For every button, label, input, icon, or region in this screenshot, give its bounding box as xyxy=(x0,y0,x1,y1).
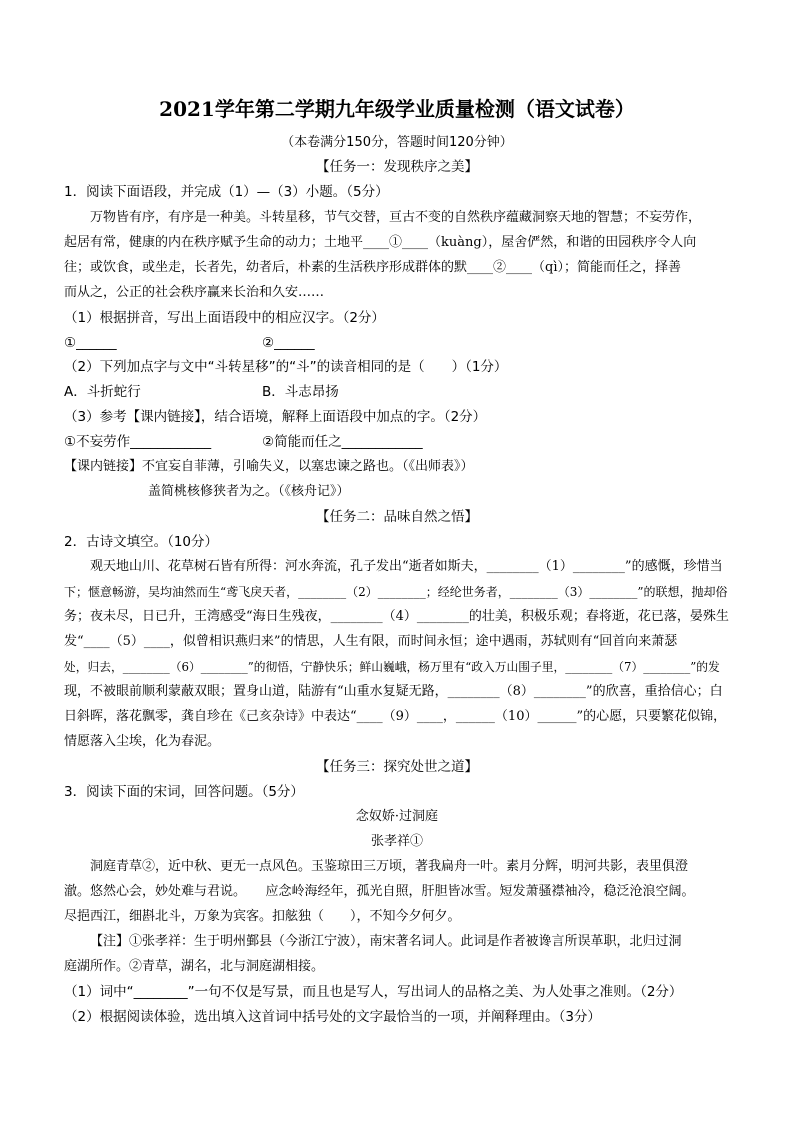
task3-heading: 【任务三：探究处世之道】 xyxy=(316,759,478,775)
task2-passage-line: 观天地山川、花草树石皆有所得：河水奔流，孔子发出“逝者如斯夫，________（1）________”的感慨，珍惜当 xyxy=(90,559,723,574)
option-a: A．斗折蛇行 xyxy=(64,384,141,400)
textbook-link-1: 【课内链接】不宜妄自菲薄，引喻失义，以塞忠谏之路也。（《出师表》） xyxy=(64,459,474,474)
poem-line: 洞庭青草②，近中秋、更无一点风色。玉鉴琼田三万顷，著我扁舟一叶。素月分辉，明河共影，表里俱澄 xyxy=(90,859,689,874)
task2-passage-line: 情愿落入尘埃，化为春泥。 xyxy=(64,734,221,749)
task1-passage-line: 往；或饮食，或坐走，长者先，幼者后，朴素的生活秩序形成群体的默____②____（qì）；简能而任之，择善 xyxy=(64,260,681,275)
poem-line: 澈。悠然心会，妙处难与君说。 应念岭海经年，孤光自照，肝胆皆冰雪。短发萧骚襟袖冷，稳泛沧浪空阔。 xyxy=(64,884,695,899)
question-3-part-2: （2）根据阅读体验，选出填入这首词中括号处的文字最恰当的一项，并阐释理由。（3分） xyxy=(64,1009,601,1025)
exam-subtitle: （本卷满分150分，答题时间120分钟） xyxy=(281,135,513,150)
task2-passage-line: 处，归去，________（6）________”的彻悟，宁静快乐；鲜山巍峨，杨万里有“政入万山围子里，________（7）________”的发 xyxy=(64,660,720,674)
exam-title: 2021学年第二学期九年级学业质量检测（语文试卷） xyxy=(159,97,635,121)
explain-blank-1: ①不妄劳作____________ xyxy=(64,434,212,450)
answer-blank-2: ②______ xyxy=(262,335,315,351)
poem-note: 【注】①张孝祥：生于明州鄞县（今浙江宁波），南宋著名词人。此词是作者被谗言所误革职，北归过洞 xyxy=(90,934,682,949)
task2-passage-line: 务；夜未尽，日已升，王湾感受“海日生残夜，________（4）________的壮美，积极乐观；春将逝，花已落，晏殊生 xyxy=(64,609,729,624)
question-1: 1．阅读下面语段，并完成（1）—（3）小题。（5分） xyxy=(64,184,389,200)
task1-passage-line: 起居有常，健康的内在秩序赋予生命的动力；土地平____①____（kuàng），屋舍俨然，和谐的田园秩序令人向 xyxy=(64,235,697,250)
question-1-part-3: （3）参考【课内链接】，结合语境，解释上面语段中加点的字。（2分） xyxy=(64,409,487,425)
task1-passage-line: 而从之，公正的社会秩序赢来长治和久安…… xyxy=(64,285,325,300)
task2-passage-line: 下；惬意畅游，吴均油然而生“鸢飞戾天者，________（2）________；经纶世务者，________（3）________”的联想，抛却俗 xyxy=(64,585,728,599)
question-1-part-2: （2）下列加点字与文中“斗转星移”的“斗”的读音相同的是（ ）（1分） xyxy=(64,359,508,375)
task2-heading: 【任务二：品味自然之悟】 xyxy=(316,509,478,525)
poem-note: 庭湖所作。②青草，湖名，北与洞庭湖相接。 xyxy=(64,959,325,974)
option-b: B．斗志昂扬 xyxy=(262,384,339,400)
task1-heading: 【任务一：发现秩序之美】 xyxy=(316,159,478,175)
poem-title: 念奴娇·过洞庭 xyxy=(355,809,439,824)
task2-passage-line: 日斜晖，落花飘零，龚自珍在《己亥杂诗》中表达“____（9）____，______（10）______”的心愿，只要繁花似锦， xyxy=(64,709,727,724)
answer-blank-1: ①______ xyxy=(64,335,117,351)
textbook-link-2: 盖简桃核修狭者为之。（《核舟记》） xyxy=(148,484,350,499)
question-2: 2．古诗文填空。（10分） xyxy=(64,534,219,550)
question-3-part-1: （1）词中“________”一句不仅是写景，而且也是写人，写出词人的品格之美、为人处事之准则。（2分） xyxy=(64,984,683,1000)
task2-passage-line: 现，不被眼前顺利蒙蔽双眼；置身山道，陆游有“山重水复疑无路，________（8）________”的欣喜，重拾信心；白 xyxy=(64,684,723,699)
question-3: 3．阅读下面的宋词，回答问题。（5分） xyxy=(64,784,304,800)
explain-blank-2: ②简能而任之____________ xyxy=(262,434,423,450)
question-1-part-1: （1）根据拼音，写出上面语段中的相应汉字。（2分） xyxy=(64,310,385,326)
poem-author: 张孝祥① xyxy=(370,834,423,849)
poem-line: 尽挹西江，细斟北斗，万象为宾客。扣舷独（ ），不知今夕何夕。 xyxy=(64,909,461,924)
task1-passage-line: 万物皆有序，有序是一种美。斗转星移，节气交替，亘古不变的自然秩序蕴藏洞察天地的智慧；不妄劳作， xyxy=(90,210,702,225)
task2-passage-line: 发“____（5）____，似曾相识燕归来”的情思，人生有限，而时间永恒；途中遇雨，苏轼则有“回首向来萧瑟 xyxy=(64,634,678,649)
